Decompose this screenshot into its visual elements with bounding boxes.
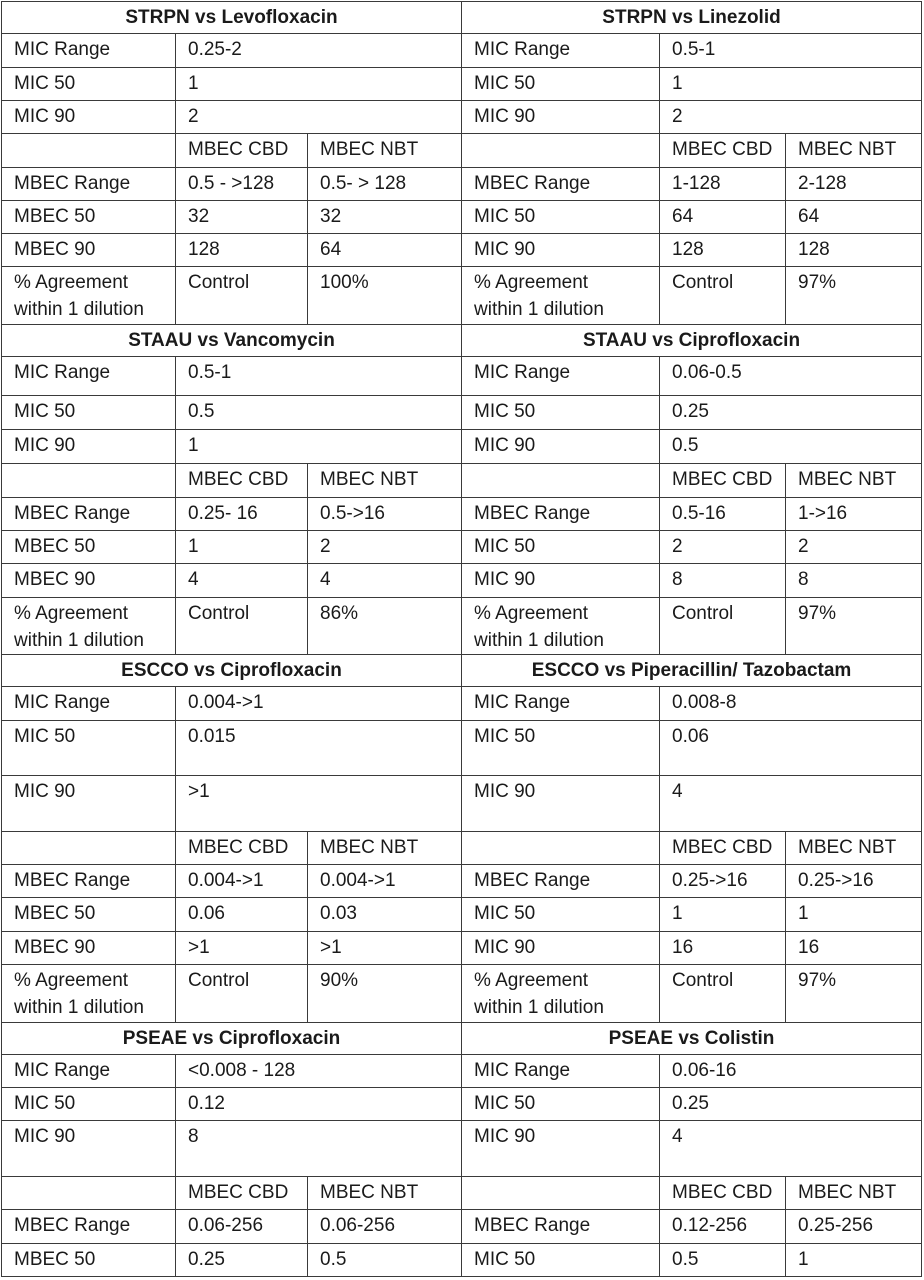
empty-cell xyxy=(462,464,660,497)
mbec-cbd-value: 1-128 xyxy=(660,167,786,200)
section-title: PSEAE vs Colistin xyxy=(462,1022,922,1054)
row-value: 1 xyxy=(176,429,462,463)
row-value: 0.004->1 xyxy=(176,687,462,720)
table-row xyxy=(2,325,922,357)
row-value: 0.5 xyxy=(660,429,922,463)
table-row xyxy=(2,831,922,864)
row-label: MIC 90 xyxy=(462,776,660,832)
row-label: MBEC 50 xyxy=(2,898,176,931)
row-value: 0.25 xyxy=(660,1088,922,1121)
mbec-nbt-value: 2 xyxy=(786,530,922,563)
table-row xyxy=(2,720,922,776)
row-label: MIC 90 xyxy=(2,1121,176,1177)
row-label: MIC 90 xyxy=(462,1121,660,1177)
table-row xyxy=(2,267,922,325)
mbec-nbt-value: 97% xyxy=(786,964,922,1022)
table-row xyxy=(2,1022,922,1054)
column-header: MBEC CBD xyxy=(660,464,786,497)
row-label: MIC 50 xyxy=(462,200,660,233)
empty-cell xyxy=(2,464,176,497)
column-header: MBEC NBT xyxy=(308,134,462,167)
row-label: % Agreement within 1 dilution xyxy=(2,267,176,325)
section-title: STRPN vs Linezolid xyxy=(462,2,922,34)
mbec-nbt-value: 64 xyxy=(308,234,462,267)
column-header: MBEC NBT xyxy=(786,831,922,864)
empty-cell xyxy=(2,134,176,167)
mbec-nbt-value: 0.004->1 xyxy=(308,865,462,898)
mbec-cbd-value: 0.5 xyxy=(660,1243,786,1276)
row-label: MIC 50 xyxy=(2,1088,176,1121)
mbec-nbt-value: 1->16 xyxy=(786,497,922,530)
mbec-cbd-value: 32 xyxy=(176,200,308,233)
row-label: % Agreement within 1 dilution xyxy=(462,597,660,655)
row-label: % Agreement within 1 dilution xyxy=(462,267,660,325)
table-row xyxy=(2,687,922,720)
mbec-cbd-value: 0.06 xyxy=(176,898,308,931)
mbec-nbt-value: 8 xyxy=(786,564,922,597)
section-title: ESCCO vs Ciprofloxacin xyxy=(2,655,462,687)
row-value: 0.12 xyxy=(176,1088,462,1121)
mbec-cbd-value: 128 xyxy=(660,234,786,267)
row-value: >1 xyxy=(176,776,462,832)
row-label: MIC Range xyxy=(2,687,176,720)
table-row xyxy=(2,776,922,832)
column-header: MBEC CBD xyxy=(660,831,786,864)
row-value: 0.06 xyxy=(660,720,922,776)
table-row xyxy=(2,898,922,931)
row-label: MIC 50 xyxy=(462,898,660,931)
row-label: MIC Range xyxy=(462,357,660,395)
row-value: 0.06-0.5 xyxy=(660,357,922,395)
table-row xyxy=(2,964,922,1022)
row-label: MIC Range xyxy=(462,687,660,720)
row-label: MBEC 90 xyxy=(2,234,176,267)
empty-cell xyxy=(462,831,660,864)
row-label: MIC 90 xyxy=(2,100,176,133)
column-header: MBEC NBT xyxy=(786,464,922,497)
column-header: MBEC NBT xyxy=(308,1176,462,1209)
row-label: MBEC 50 xyxy=(2,530,176,563)
mbec-nbt-value: 100% xyxy=(308,267,462,325)
mbec-nbt-value: 97% xyxy=(786,597,922,655)
row-value: 8 xyxy=(176,1121,462,1177)
table-row xyxy=(2,100,922,133)
mbec-cbd-value: Control xyxy=(176,597,308,655)
row-value: 1 xyxy=(176,67,462,100)
mbec-cbd-value: 0.12-256 xyxy=(660,1210,786,1243)
mbec-nbt-value: 1 xyxy=(786,898,922,931)
table-row xyxy=(2,865,922,898)
mbec-cbd-value: 0.25->16 xyxy=(660,865,786,898)
column-header: MBEC NBT xyxy=(308,464,462,497)
table-row xyxy=(2,134,922,167)
row-label: MIC Range xyxy=(2,34,176,67)
row-label: MIC 50 xyxy=(462,395,660,429)
mbec-nbt-value: 0.5 xyxy=(308,1243,462,1276)
row-value: 0.25-2 xyxy=(176,34,462,67)
row-label: MBEC 90 xyxy=(2,564,176,597)
row-label: MBEC 90 xyxy=(2,931,176,964)
table-row xyxy=(2,564,922,597)
mbec-cbd-value: 0.004->1 xyxy=(176,865,308,898)
row-label: MBEC Range xyxy=(462,865,660,898)
mbec-nbt-value: 2 xyxy=(308,530,462,563)
row-label: MIC 90 xyxy=(2,776,176,832)
mbec-nbt-value: 32 xyxy=(308,200,462,233)
mbec-nbt-value: >1 xyxy=(308,931,462,964)
row-label: MBEC Range xyxy=(462,167,660,200)
row-label: % Agreement within 1 dilution xyxy=(2,597,176,655)
row-label: MBEC Range xyxy=(2,167,176,200)
empty-cell xyxy=(2,831,176,864)
row-value: 0.06-16 xyxy=(660,1054,922,1087)
table-row xyxy=(2,1121,922,1177)
row-value: 1 xyxy=(660,67,922,100)
row-value: 0.015 xyxy=(176,720,462,776)
row-value: 0.5-1 xyxy=(660,34,922,67)
table-row xyxy=(2,429,922,463)
mbec-nbt-value: 0.5->16 xyxy=(308,497,462,530)
row-label: MIC 90 xyxy=(462,564,660,597)
row-value: 2 xyxy=(176,100,462,133)
row-label: MIC 90 xyxy=(462,931,660,964)
row-label: MIC Range xyxy=(462,34,660,67)
row-label: MIC 50 xyxy=(462,720,660,776)
table-row xyxy=(2,67,922,100)
section-title: ESCCO vs Piperacillin/ Tazobactam xyxy=(462,655,922,687)
mbec-cbd-value: 8 xyxy=(660,564,786,597)
mbec-cbd-value: Control xyxy=(660,964,786,1022)
row-label: MIC Range xyxy=(462,1054,660,1087)
table-row xyxy=(2,167,922,200)
mbec-cbd-value: 1 xyxy=(176,530,308,563)
mbec-cbd-value: 0.06-256 xyxy=(176,1210,308,1243)
section-title: STAAU vs Ciprofloxacin xyxy=(462,325,922,357)
row-label: MIC Range xyxy=(2,357,176,395)
mbec-cbd-value: Control xyxy=(176,964,308,1022)
row-value: 0.25 xyxy=(660,395,922,429)
mbec-cbd-value: 0.5 - >128 xyxy=(176,167,308,200)
row-value: 4 xyxy=(660,776,922,832)
column-header: MBEC CBD xyxy=(660,1176,786,1209)
mbec-nbt-value: 0.06-256 xyxy=(308,1210,462,1243)
mbec-cbd-value: 128 xyxy=(176,234,308,267)
column-header: MBEC CBD xyxy=(660,134,786,167)
table-row xyxy=(2,931,922,964)
table-row xyxy=(2,1088,922,1121)
mbec-cbd-value: 2 xyxy=(660,530,786,563)
table-row xyxy=(2,597,922,655)
row-label: MIC 50 xyxy=(462,1088,660,1121)
mbec-nbt-value: 86% xyxy=(308,597,462,655)
mbec-cbd-value: Control xyxy=(660,267,786,325)
table-row xyxy=(2,1243,922,1276)
column-header: MBEC CBD xyxy=(176,134,308,167)
column-header: MBEC NBT xyxy=(786,1176,922,1209)
mbec-nbt-value: 128 xyxy=(786,234,922,267)
mbec-nbt-value: 90% xyxy=(308,964,462,1022)
mbec-nbt-value: 2-128 xyxy=(786,167,922,200)
mbec-nbt-value: 0.03 xyxy=(308,898,462,931)
mbec-cbd-value: 4 xyxy=(176,564,308,597)
column-header: MBEC CBD xyxy=(176,1176,308,1209)
row-label: % Agreement within 1 dilution xyxy=(462,964,660,1022)
empty-cell xyxy=(462,134,660,167)
row-label: MIC 50 xyxy=(2,67,176,100)
mbec-cbd-value: Control xyxy=(660,597,786,655)
mbec-cbd-value: 64 xyxy=(660,200,786,233)
mbec-nbt-value: 4 xyxy=(308,564,462,597)
row-label: MIC 50 xyxy=(2,395,176,429)
row-label: MIC 50 xyxy=(2,720,176,776)
row-label: MBEC Range xyxy=(2,497,176,530)
row-value: 0.008-8 xyxy=(660,687,922,720)
mbec-cbd-value: 0.5-16 xyxy=(660,497,786,530)
mbec-cbd-value: >1 xyxy=(176,931,308,964)
mbec-cbd-value: 0.25 xyxy=(176,1243,308,1276)
section-title: STRPN vs Levofloxacin xyxy=(2,2,462,34)
table-row xyxy=(2,1210,922,1243)
mbec-cbd-value: 16 xyxy=(660,931,786,964)
table-row xyxy=(2,2,922,34)
mbec-nbt-value: 0.25-256 xyxy=(786,1210,922,1243)
table-row xyxy=(2,1054,922,1087)
empty-cell xyxy=(462,1176,660,1209)
row-value: 0.5 xyxy=(176,395,462,429)
empty-cell xyxy=(2,1176,176,1209)
row-label: MBEC Range xyxy=(462,1210,660,1243)
table-row xyxy=(2,497,922,530)
column-header: MBEC CBD xyxy=(176,831,308,864)
mbec-nbt-value: 64 xyxy=(786,200,922,233)
mbec-nbt-value: 1 xyxy=(786,1243,922,1276)
mbec-cbd-value: 0.25- 16 xyxy=(176,497,308,530)
table-row xyxy=(2,655,922,687)
row-value: 2 xyxy=(660,100,922,133)
row-label: MIC 50 xyxy=(462,530,660,563)
table-row xyxy=(2,530,922,563)
mbec-nbt-value: 0.25->16 xyxy=(786,865,922,898)
mbec-cbd-value: 1 xyxy=(660,898,786,931)
mbec-nbt-value: 0.5- > 128 xyxy=(308,167,462,200)
row-label: MIC 90 xyxy=(2,429,176,463)
row-label: MIC 90 xyxy=(462,429,660,463)
column-header: MBEC NBT xyxy=(308,831,462,864)
row-label: MIC 90 xyxy=(462,100,660,133)
table-row xyxy=(2,464,922,497)
row-value: <0.008 - 128 xyxy=(176,1054,462,1087)
row-label: MIC 50 xyxy=(462,1243,660,1276)
column-header: MBEC CBD xyxy=(176,464,308,497)
row-label: MBEC 50 xyxy=(2,200,176,233)
column-header: MBEC NBT xyxy=(786,134,922,167)
mbec-nbt-value: 97% xyxy=(786,267,922,325)
row-label: MBEC Range xyxy=(462,497,660,530)
table-row xyxy=(2,200,922,233)
row-label: % Agreement within 1 dilution xyxy=(2,964,176,1022)
table-row xyxy=(2,34,922,67)
row-value: 0.5-1 xyxy=(176,357,462,395)
section-title: STAAU vs Vancomycin xyxy=(2,325,462,357)
table-row xyxy=(2,234,922,267)
row-label: MIC 90 xyxy=(462,234,660,267)
table-row xyxy=(2,395,922,429)
table-row xyxy=(2,1176,922,1209)
row-label: MIC Range xyxy=(2,1054,176,1087)
row-label: MBEC Range xyxy=(2,1210,176,1243)
row-value: 4 xyxy=(660,1121,922,1177)
table-row xyxy=(2,357,922,395)
row-label: MIC 50 xyxy=(462,67,660,100)
row-label: MBEC Range xyxy=(2,865,176,898)
section-title: PSEAE vs Ciprofloxacin xyxy=(2,1022,462,1054)
mbec-cbd-value: Control xyxy=(176,267,308,325)
mbec-nbt-value: 16 xyxy=(786,931,922,964)
susceptibility-table xyxy=(1,1,922,1277)
row-label: MBEC 50 xyxy=(2,1243,176,1276)
